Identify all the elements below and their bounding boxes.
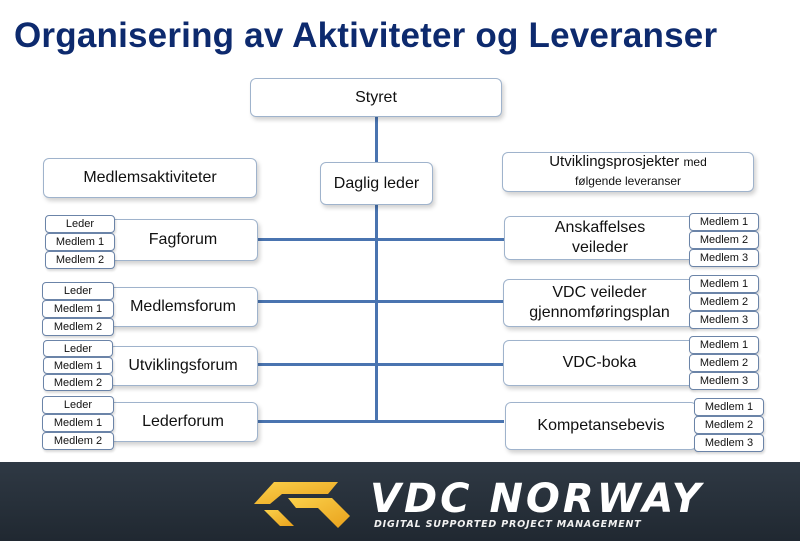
deliverable-member-medlem-3: Medlem 3 xyxy=(689,249,759,267)
member-activities-box xyxy=(43,158,257,198)
forum-box-fagforum xyxy=(108,219,258,261)
connector-anskaffelses xyxy=(376,238,504,241)
member-activities-label: Medlemsaktiviteter xyxy=(83,169,217,186)
forum-member-leder: Leder xyxy=(42,282,114,300)
forum-member-medlem-1: Medlem 1 xyxy=(42,300,114,318)
deliverable-box-vdc-veileder xyxy=(503,279,696,327)
board-box xyxy=(250,78,502,117)
forum-member-medlem-1: Medlem 1 xyxy=(45,233,115,251)
deliverable-member-medlem-3: Medlem 3 xyxy=(694,434,764,452)
connector-vdc-veileder xyxy=(376,300,504,303)
forum-box-lederforum xyxy=(108,402,258,442)
forum-member-medlem-2: Medlem 2 xyxy=(42,318,114,336)
deliverable-label: Anskaffelses veileder xyxy=(554,219,646,256)
connector-fagforum xyxy=(258,238,376,241)
deliverable-member-medlem-1: Medlem 1 xyxy=(689,275,759,293)
forum-member-leder: Leder xyxy=(45,215,115,233)
deliverable-member-medlem-2: Medlem 2 xyxy=(689,293,759,311)
forum-label: Medlemsforum xyxy=(130,298,236,315)
forum-box-utviklingsforum xyxy=(108,346,258,386)
dev-projects-suffix: med følgende leveranser xyxy=(574,155,707,188)
deliverable-member-medlem-3: Medlem 3 xyxy=(689,372,759,390)
forum-label: Fagforum xyxy=(148,231,218,248)
deliverable-box-kompetansebevis xyxy=(505,402,697,450)
deliverable-member-medlem-1: Medlem 1 xyxy=(689,213,759,231)
deliverable-box-vdc-boka xyxy=(503,340,696,386)
manager-label: Daglig leder xyxy=(333,174,420,192)
deliverable-member-medlem-3: Medlem 3 xyxy=(689,311,759,329)
forum-member-medlem-2: Medlem 2 xyxy=(42,432,114,450)
forum-member-medlem-2: Medlem 2 xyxy=(45,251,115,269)
deliverable-label: Kompetansebevis xyxy=(537,417,665,434)
connector-kompetansebevis xyxy=(376,420,504,423)
forum-member-leder: Leder xyxy=(43,340,113,357)
dev-projects-text xyxy=(526,153,731,191)
brand-name: VDC NORWAY xyxy=(370,476,704,522)
connector-utviklingsforum xyxy=(258,363,376,366)
deliverable-member-medlem-2: Medlem 2 xyxy=(694,416,764,434)
deliverable-label: VDC veileder gjennomføringsplan xyxy=(529,284,670,321)
forum-box-medlemsforum xyxy=(108,287,258,327)
deliverable-member-medlem-2: Medlem 2 xyxy=(689,354,759,372)
connector-medlemsforum xyxy=(258,300,376,303)
deliverable-member-medlem-1: Medlem 1 xyxy=(694,398,764,416)
deliverable-label: VDC-boka xyxy=(562,354,637,371)
forum-member-leder: Leder xyxy=(42,396,114,414)
forum-member-medlem-1: Medlem 1 xyxy=(42,414,114,432)
forum-member-medlem-2: Medlem 2 xyxy=(43,374,113,391)
dev-projects-box xyxy=(502,152,754,192)
forum-member-medlem-1: Medlem 1 xyxy=(43,357,113,374)
board-label: Styret xyxy=(355,88,397,106)
dev-projects-label: Utviklingsprosjekter xyxy=(549,153,680,171)
connector-lederforum xyxy=(258,420,376,423)
deliverable-member-medlem-2: Medlem 2 xyxy=(689,231,759,249)
deliverable-box-anskaffelses xyxy=(504,216,696,260)
manager-box xyxy=(320,162,433,205)
page-title: Organisering av Aktiviteter og Leveranser xyxy=(14,16,718,55)
forum-label: Lederforum xyxy=(142,413,224,430)
deliverable-member-medlem-1: Medlem 1 xyxy=(689,336,759,354)
connector-vdc-boka xyxy=(376,363,504,366)
vdc-norway-logo xyxy=(248,474,354,532)
forum-label: Utviklingsforum xyxy=(128,357,238,374)
brand-tagline: DIGITAL SUPPORTED PROJECT MANAGEMENT xyxy=(374,519,642,530)
